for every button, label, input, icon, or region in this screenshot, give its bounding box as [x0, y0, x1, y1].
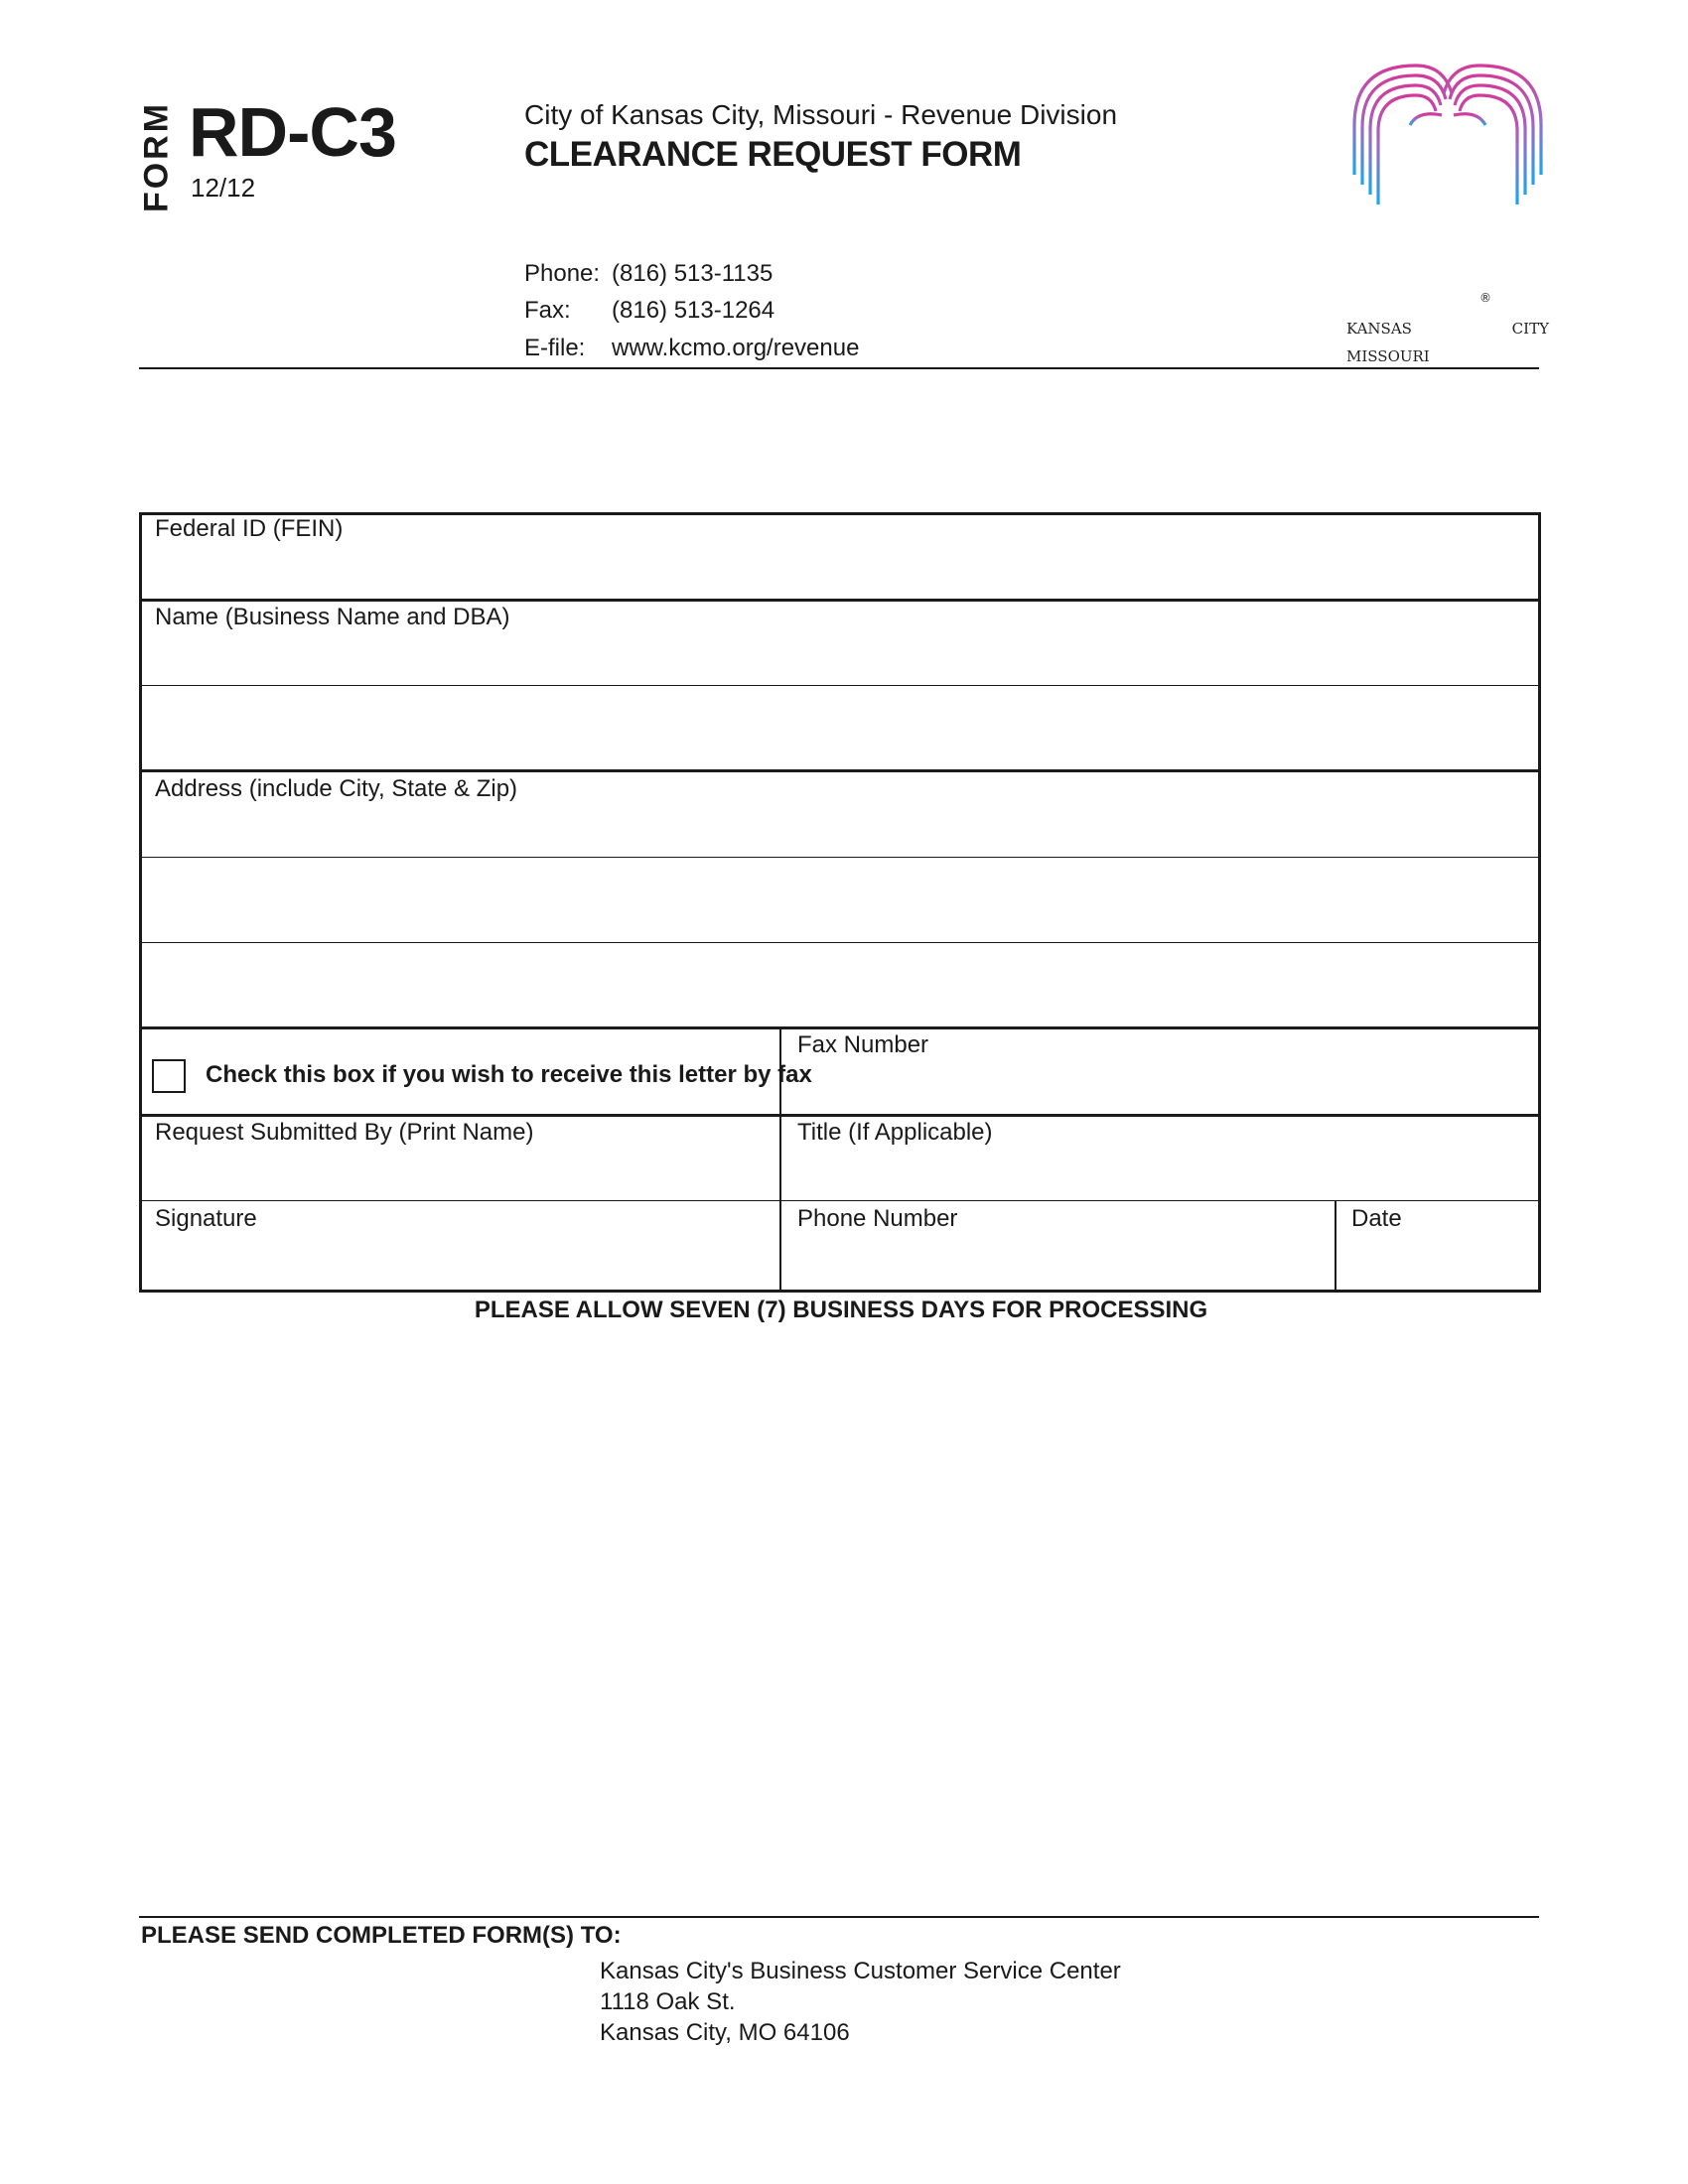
row-divider: [142, 857, 1538, 858]
business-name-label: Name (Business Name and DBA): [155, 604, 510, 630]
column-divider: [1335, 1200, 1336, 1290]
signature-label: Signature: [155, 1205, 257, 1232]
fax-label: Fax:: [524, 297, 571, 324]
form-word-vertical: FORM: [137, 100, 176, 213]
page-title: CLEARANCE REQUEST FORM: [524, 135, 1022, 174]
phone-value: (816) 513-1135: [612, 260, 774, 287]
logo-text-kansas-city: KANSAS CITY: [1346, 320, 1549, 338]
phone-number-label: Phone Number: [797, 1205, 958, 1232]
fax-number-label: Fax Number: [797, 1031, 929, 1058]
row-divider: [142, 1200, 1538, 1201]
efile-label: E-file:: [524, 335, 586, 361]
efile-link[interactable]: www.kcmo.org/revenue: [612, 335, 860, 361]
row-divider: [142, 769, 1538, 772]
clearance-form-table: [139, 512, 1541, 1293]
header-divider: [139, 367, 1539, 369]
fein-label: Federal ID (FEIN): [155, 515, 344, 542]
fax-delivery-checkbox-label: Check this box if you wish to receive this letter by fax: [206, 1061, 812, 1088]
address-line: Kansas City, MO 64106: [600, 2019, 850, 2046]
row-divider: [142, 599, 1538, 602]
kansas-city-fountain-logo-icon: [1346, 56, 1549, 304]
title-label: Title (If Applicable): [797, 1119, 993, 1146]
registered-mark: ®: [1479, 291, 1491, 304]
logo-text-missouri: MISSOURI: [1346, 347, 1430, 365]
form-number: RD-C3: [189, 93, 396, 171]
row-divider: [142, 1026, 1538, 1029]
form-revision: 12/12: [191, 173, 256, 203]
row-divider: [142, 942, 1538, 943]
kansas-city-logo: [1346, 56, 1549, 363]
date-label: Date: [1351, 1205, 1402, 1232]
address-label: Address (include City, State & Zip): [155, 775, 518, 802]
row-divider: [142, 1114, 1538, 1117]
address-line: 1118 Oak St.: [600, 1988, 736, 2015]
processing-note: PLEASE ALLOW SEVEN (7) BUSINESS DAYS FOR PROCESSING: [474, 1297, 1208, 1323]
row-divider: [142, 685, 1538, 686]
fax-delivery-checkbox[interactable]: [152, 1059, 186, 1093]
agency-name: City of Kansas City, Missouri - Revenue Division: [524, 99, 1118, 130]
submitted-by-label: Request Submitted By (Print Name): [155, 1119, 534, 1146]
footer-divider: [139, 1916, 1539, 1918]
address-line: Kansas City's Business Customer Service Center: [600, 1958, 1121, 1984]
fax-value: (816) 513-1264: [612, 297, 775, 324]
phone-label: Phone:: [524, 260, 601, 287]
send-to-heading: PLEASE SEND COMPLETED FORM(S) TO:: [141, 1922, 622, 1949]
